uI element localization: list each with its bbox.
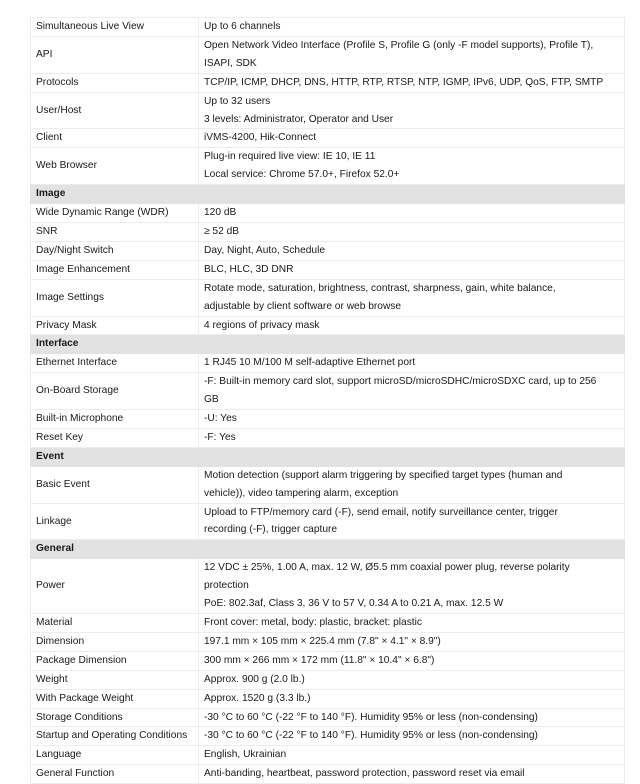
spec-row <box>31 36 625 73</box>
spec-value <box>199 222 625 241</box>
spec-label: SNR <box>31 222 199 241</box>
spec-value-line: Motion detection (support alarm triggering by specified target types (human and <box>204 469 563 481</box>
spec-value <box>199 689 625 708</box>
spec-value <box>199 765 625 784</box>
spec-value-line: adjustable by client software or web browse <box>204 300 402 312</box>
section-header-row <box>31 540 625 559</box>
spec-label: Startup and Operating Conditions <box>31 727 199 746</box>
spec-value-line: Up to 32 users <box>204 95 271 107</box>
spec-value-line: ISAPI, SDK <box>204 57 257 69</box>
spec-row <box>31 260 625 279</box>
spec-label: Built-in Microphone <box>31 410 199 429</box>
spec-row <box>31 204 625 223</box>
section-title: Image <box>31 185 625 204</box>
spec-value <box>199 204 625 223</box>
spec-value-line: Approx. 900 g (2.0 lb.) <box>204 673 305 685</box>
spec-row <box>31 241 625 260</box>
spec-label: Image Enhancement <box>31 260 199 279</box>
spec-label: Material <box>31 614 199 633</box>
spec-label: With Package Weight <box>31 689 199 708</box>
spec-table-body <box>31 18 625 784</box>
spec-row <box>31 279 625 316</box>
spec-table <box>30 17 625 784</box>
spec-row <box>31 559 625 614</box>
spec-row <box>31 670 625 689</box>
spec-value-line: PoE: 802.3af, Class 3, 36 V to 57 V, 0.34 A to 0.21 A, max. 12.5 W <box>204 598 504 610</box>
spec-value-line: Anti-banding, heartbeat, password protection, password reset via email <box>204 768 525 780</box>
spec-label: Package Dimension <box>31 651 199 670</box>
spec-value-line: 3 levels: Administrator, Operator and User <box>204 113 394 125</box>
spec-value-line: GB <box>204 394 219 406</box>
spec-value <box>199 632 625 651</box>
spec-row <box>31 316 625 335</box>
spec-label: User/Host <box>31 92 199 129</box>
spec-value <box>199 373 625 410</box>
spec-label: Day/Night Switch <box>31 241 199 260</box>
spec-row <box>31 746 625 765</box>
spec-label: Dimension <box>31 632 199 651</box>
spec-row <box>31 765 625 784</box>
spec-value-line: -F: Built-in memory card slot, support microSD/microSDHC/microSDXC card, up to 256 <box>204 376 597 388</box>
spec-value-line: 4 regions of privacy mask <box>204 319 320 331</box>
spec-value-line: Day, Night, Auto, Schedule <box>204 244 325 256</box>
spec-value <box>199 614 625 633</box>
spec-value <box>199 727 625 746</box>
spec-value-line: -30 °C to 60 °C (-22 °F to 140 °F). Humidity 95% or less (non-condensing) <box>204 711 538 723</box>
spec-value-line: protection <box>204 580 249 592</box>
spec-value <box>199 651 625 670</box>
section-header-row <box>31 335 625 354</box>
spec-label: Ethernet Interface <box>31 354 199 373</box>
spec-row <box>31 354 625 373</box>
spec-row <box>31 466 625 503</box>
spec-value <box>199 279 625 316</box>
spec-row <box>31 651 625 670</box>
spec-value-line: -F: Yes <box>204 431 236 443</box>
spec-row <box>31 428 625 447</box>
spec-value-line: Rotate mode, saturation, brightness, contrast, sharpness, gain, white balance, <box>204 282 556 294</box>
spec-value-line: ≥ 52 dB <box>204 225 240 237</box>
spec-value <box>199 410 625 429</box>
section-title: Event <box>31 447 625 466</box>
section-title: General <box>31 540 625 559</box>
spec-label: Linkage <box>31 503 199 540</box>
spec-row <box>31 410 625 429</box>
spec-row <box>31 708 625 727</box>
spec-value-line: recording (-F), trigger capture <box>204 524 338 536</box>
spec-row <box>31 689 625 708</box>
spec-value <box>199 129 625 148</box>
spec-value-line: Open Network Video Interface (Profile S, Profile G (only -F model supports), Profile T), <box>204 39 594 51</box>
spec-label: Weight <box>31 670 199 689</box>
spec-row <box>31 503 625 540</box>
spec-label: Privacy Mask <box>31 316 199 335</box>
spec-label: Reset Key <box>31 428 199 447</box>
spec-row <box>31 222 625 241</box>
spec-value-line: Front cover: metal, body: plastic, bracket: plastic <box>204 617 422 628</box>
spec-value-line: 300 mm × 266 mm × 172 mm (11.8" × 10.4" × 6.8") <box>204 654 435 666</box>
spec-label: Simultaneous Live View <box>31 18 199 37</box>
spec-value-line: Local service: Chrome 57.0+, Firefox 52.0+ <box>204 169 400 181</box>
spec-value <box>199 354 625 373</box>
spec-value <box>199 18 625 37</box>
spec-value-line: 1 RJ45 10 M/100 M self-adaptive Ethernet port <box>204 357 416 369</box>
section-header-row <box>31 447 625 466</box>
spec-label: Language <box>31 746 199 765</box>
spec-value-line: 12 VDC ± 25%, 1.00 A, max. 12 W, Ø5.5 mm coaxial power plug, reverse polarity <box>204 562 570 574</box>
spec-value-line: iVMS-4200, Hik-Connect <box>204 132 317 144</box>
spec-label: Web Browser <box>31 148 199 185</box>
spec-value-line: vehicle)), video tampering alarm, exception <box>204 487 399 499</box>
section-header-row <box>31 185 625 204</box>
spec-label: Protocols <box>31 73 199 92</box>
spec-value <box>199 708 625 727</box>
spec-value-line: Approx. 1520 g (3.3 lb.) <box>204 692 311 704</box>
section-title: Interface <box>31 335 625 354</box>
spec-row <box>31 614 625 633</box>
spec-value <box>199 36 625 73</box>
spec-value <box>199 92 625 129</box>
spec-value <box>199 241 625 260</box>
spec-label: On-Board Storage <box>31 373 199 410</box>
spec-value <box>199 148 625 185</box>
spec-value <box>199 746 625 765</box>
spec-value-line: TCP/IP, ICMP, DHCP, DNS, HTTP, RTP, RTSP, NTP, IGMP, IPv6, UDP, QoS, FTP, SMTP <box>204 76 604 88</box>
spec-row <box>31 373 625 410</box>
spec-row <box>31 18 625 37</box>
spec-value <box>199 316 625 335</box>
spec-value-line: -U: Yes <box>204 413 237 425</box>
spec-value-line: Upload to FTP/memory card (-F), send email, notify surveillance center, trigger <box>204 506 558 518</box>
spec-value-line: Plug-in required live view: IE 10, IE 11 <box>204 151 376 163</box>
spec-value <box>199 73 625 92</box>
spec-value <box>199 428 625 447</box>
spec-value-line: 120 dB <box>204 207 237 219</box>
spec-row <box>31 632 625 651</box>
spec-value <box>199 559 625 614</box>
spec-row <box>31 73 625 92</box>
spec-row <box>31 148 625 185</box>
spec-value-line: 197.1 mm × 105 mm × 225.4 mm (7.8" × 4.1" × 8.9") <box>204 635 441 647</box>
spec-value-line: English, Ukrainian <box>204 749 287 761</box>
spec-row <box>31 129 625 148</box>
spec-value <box>199 260 625 279</box>
spec-label: General Function <box>31 765 199 784</box>
spec-value <box>199 503 625 540</box>
spec-label: API <box>31 36 199 73</box>
spec-label: Image Settings <box>31 279 199 316</box>
spec-value <box>199 466 625 503</box>
spec-value-line: Up to 6 channels <box>204 21 281 32</box>
spec-label: Storage Conditions <box>31 708 199 727</box>
spec-value-line: BLC, HLC, 3D DNR <box>204 263 294 275</box>
spec-label: Client <box>31 129 199 148</box>
spec-label: Power <box>31 559 199 614</box>
spec-value <box>199 670 625 689</box>
spec-row <box>31 727 625 746</box>
spec-label: Basic Event <box>31 466 199 503</box>
spec-row <box>31 92 625 129</box>
spec-label: Wide Dynamic Range (WDR) <box>31 204 199 223</box>
spec-value-line: -30 °C to 60 °C (-22 °F to 140 °F). Humidity 95% or less (non-condensing) <box>204 730 538 742</box>
